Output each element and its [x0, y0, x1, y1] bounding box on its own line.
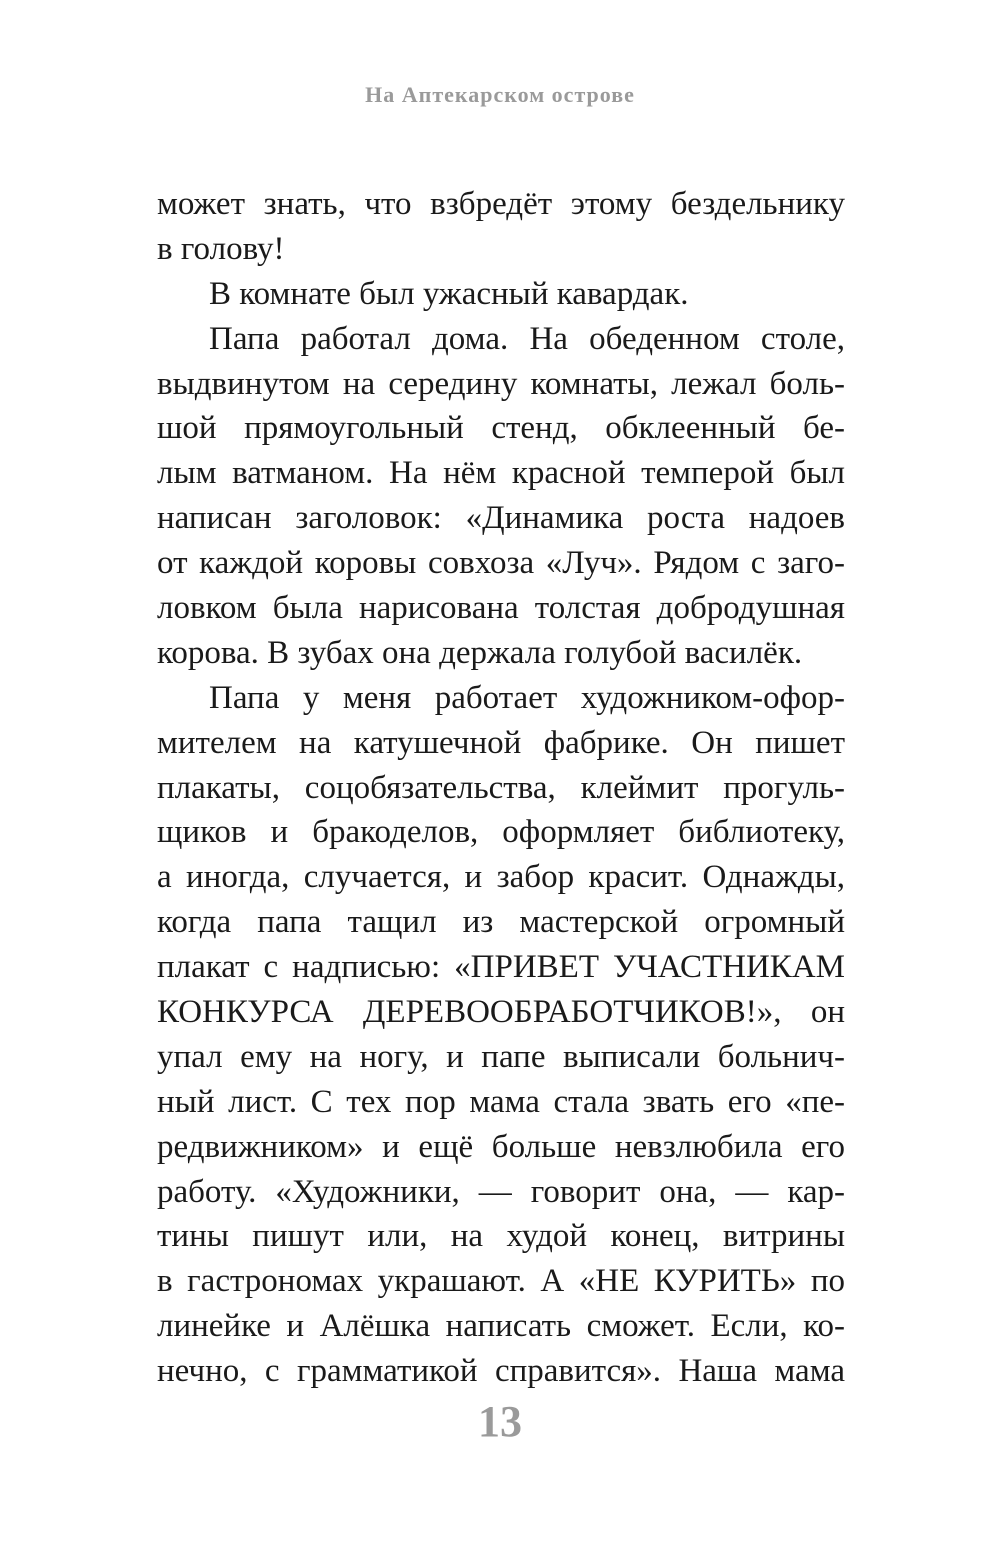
text-line: КОНКУРСА ДЕРЕВООБРАБОТЧИКОВ!», он [157, 994, 845, 1031]
text-line: выдвинутом на середину комнаты, лежал боль- [157, 365, 845, 402]
text-line: линейке и Алёшка написать сможет. Если, ко- [157, 1308, 845, 1345]
text-line: в гастрономах украшают. А «НЕ КУРИТЬ» по [157, 1263, 845, 1300]
text-line: мителем на катушечной фабрике. Он пишет [157, 724, 845, 761]
text-line: а иногда, случается, и забор красит. Однажды, [157, 859, 845, 896]
text-line: ный лист. С тех пор мама стала звать его «пе- [157, 1083, 845, 1120]
text-line: упал ему на ногу, и папе выписали больнич- [157, 1038, 845, 1075]
text-line: тины пишут или, на худой конец, витрины [157, 1218, 845, 1255]
text-line: плакат с надписью: «ПРИВЕТ УЧАСТНИКАМ [157, 949, 845, 986]
page-number: 13 [478, 1397, 522, 1446]
text-line: шой прямоугольный стенд, обклеенный бе- [157, 410, 845, 447]
text-line: Папа работал дома. На обеденном столе, [209, 320, 845, 357]
text-line: плакаты, соцобязательства, клеймит прогуль- [157, 769, 845, 806]
text-line: корова. В зубах она держала голубой василёк. [157, 634, 803, 671]
text-line: щиков и бракоделов, оформляет библиотеку, [157, 814, 845, 851]
text-line: от каждой коровы совхоза «Луч». Рядом с заго- [157, 545, 845, 582]
body-text [157, 182, 845, 1394]
text-line: нечно, с грамматикой справится». Наша мама [157, 1353, 845, 1390]
text-line: написан заголовок: «Динамика роста надоев [157, 500, 845, 537]
text-line: В комнате был ужасный кавардак. [209, 275, 689, 312]
text-line: Папа у меня работает художником-офор- [209, 679, 845, 716]
text-line: редвижником» и ещё больше невзлюбила его [157, 1128, 845, 1165]
text-line: ловком была нарисована толстая добродушная [157, 590, 845, 627]
text-line: может знать, что взбредёт этому бездельнику [157, 186, 845, 222]
running-head: На Аптекарском острове [365, 82, 635, 107]
text-line: лым ватманом. На нём красной темперой был [157, 455, 845, 492]
text-line: когда папа тащил из мастерской огромный [157, 904, 845, 941]
text-line: в голову! [157, 230, 285, 267]
text-line: работу. «Художники, — говорит она, — кар- [157, 1173, 845, 1210]
